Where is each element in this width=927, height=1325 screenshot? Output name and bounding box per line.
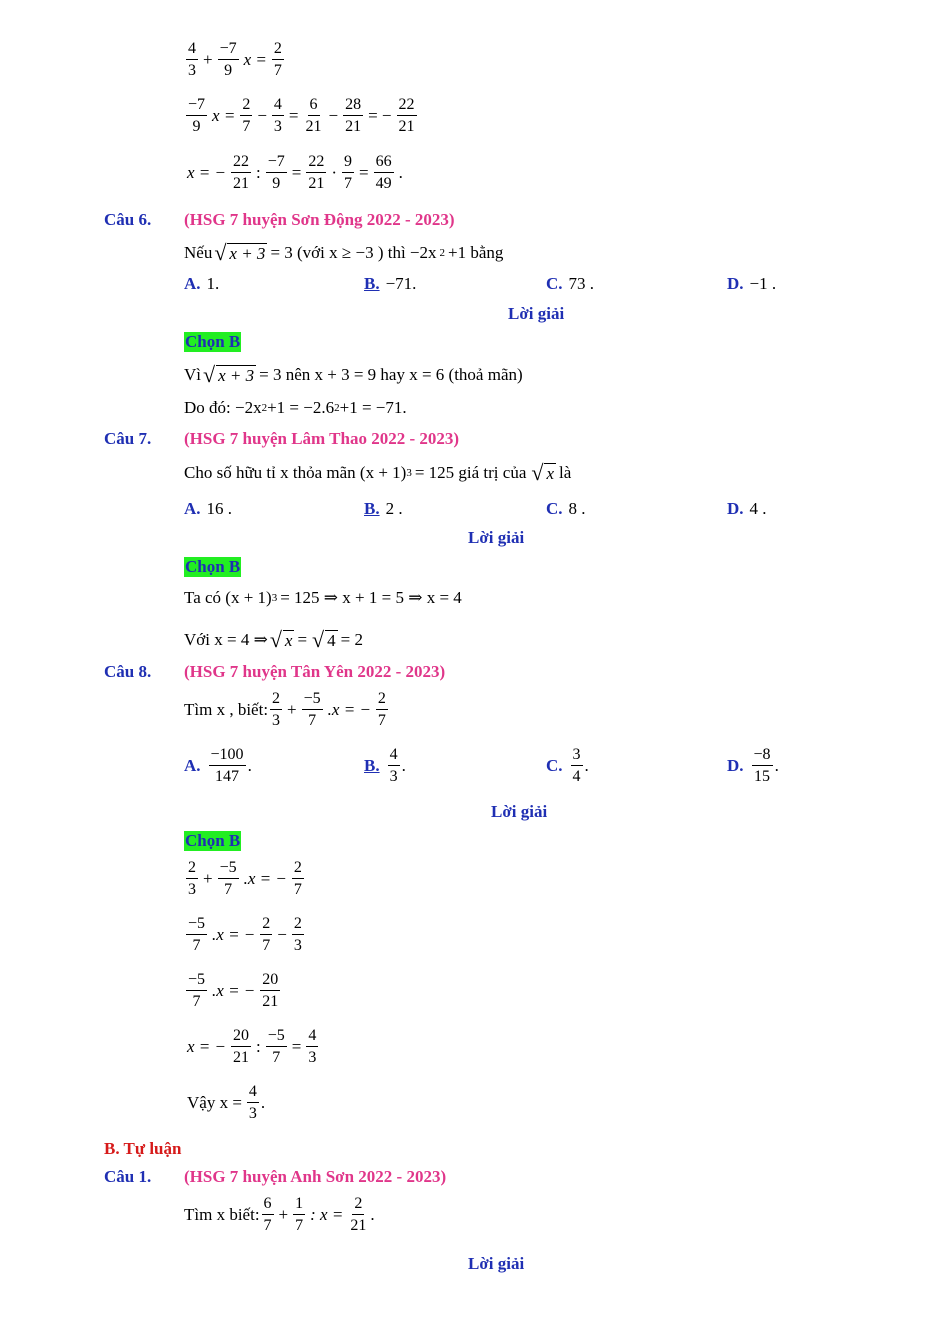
q6-option-b[interactable]: B. −71.	[364, 274, 417, 293]
q7-sol-2: Với x = 4 ⇒ √ x = √ 4 = 2	[184, 627, 363, 652]
q6-stem: Nếu √ x + 3 = 3 (với x ≥ −3 ) thì −2x 2 +1 bằng	[184, 240, 504, 265]
q8-chon: Chọn B	[185, 831, 241, 850]
q8-source: (HSG 7 huyện Tân Yên 2022 - 2023)	[184, 662, 446, 681]
q8-option-d[interactable]: D. $\frac{-8}{15}$ .	[727, 746, 779, 786]
q7-option-b[interactable]: B. 2 .	[364, 499, 403, 518]
q7-loigiai: Lời giải	[468, 528, 525, 547]
q6-option-a[interactable]: A. 1.	[184, 274, 220, 293]
q6-sol-2: Do đó: −2x 2 +1 = −2.6 2 +1 = −71.	[184, 398, 407, 417]
q7-chon: Chọn B	[185, 557, 241, 576]
q6-chon: Chọn B	[185, 332, 241, 351]
q6-label: Câu 6.	[104, 210, 152, 229]
b-q1-stem: Tìm x biết: $\frac{6}{7}$ + $\frac{1}{7}$ : x = $\frac{2}{21}$ .	[184, 1195, 375, 1235]
top-eq-1: $\frac{4}{3}$ + $\frac{-7}{9}$ x = $\frac{2}{7}$	[188, 40, 282, 80]
q6-source: (HSG 7 huyện Sơn Động 2022 - 2023)	[184, 210, 455, 229]
b-q1-source: (HSG 7 huyện Anh Sơn 2022 - 2023)	[184, 1167, 447, 1186]
q7-option-c[interactable]: C. 8 .	[546, 499, 586, 518]
q7-sol-1: Ta có (x + 1) 3 = 125 ⇒ x + 1 = 5 ⇒ x = 4	[184, 588, 462, 607]
b-q1-loigiai: Lời giải	[468, 1254, 525, 1273]
q7-option-a[interactable]: A. 16 .	[184, 499, 233, 518]
top-eq-2: $\frac{-7}{9}$ x = $\frac{2}{7}$ − $\frac{4}{3}$ = $\frac{6}{21}$ − $\frac{28}{21}$ = − $\frac{22}{21}$	[188, 96, 415, 136]
q8-label: Câu 8.	[104, 662, 152, 681]
q8-sol-3: $\frac{-5}{7}$ .x = − $\frac{20}{21}$	[188, 971, 279, 1011]
q7-option-d[interactable]: D. 4 .	[727, 499, 767, 518]
q6-loigiai: Lời giải	[508, 304, 565, 323]
q8-option-b[interactable]: B. $\frac{4}{3}$ .	[364, 746, 406, 786]
q8-sol-4: x = − $\frac{20}{21}$ : $\frac{-5}{7}$ = $\frac{4}{3}$	[187, 1027, 317, 1067]
q6-option-c[interactable]: C. 73 .	[546, 274, 595, 293]
q8-sol-2: $\frac{-5}{7}$ .x = − $\frac{2}{7}$ − $\frac{2}{3}$	[188, 915, 302, 955]
section-tu-luan: B. Tự luận	[104, 1139, 182, 1158]
b-q1-label: Câu 1.	[104, 1167, 152, 1186]
top-eq-3: x = − $\frac{22}{21}$ : $\frac{-7}{9}$ = $\frac{22}{21}$ · $\frac{9}{7}$ = $\frac{66}{49}$ .	[187, 153, 403, 193]
q8-stem: Tìm x , biết: $\frac{2}{3}$ + $\frac{-5}{7}$ .x = − $\frac{2}{7}$	[184, 690, 386, 730]
q8-option-a[interactable]: A. $\frac{-100}{147}$ .	[184, 746, 252, 786]
q8-sol-1: $\frac{2}{3}$ + $\frac{-5}{7}$ .x = − $\frac{2}{7}$	[188, 859, 302, 899]
q7-source: (HSG 7 huyện Lâm Thao 2022 - 2023)	[184, 429, 460, 448]
q7-stem: Cho số hữu tỉ x thỏa mãn (x + 1) 3 = 125 giá trị của √ x là	[184, 460, 572, 485]
q7-label: Câu 7.	[104, 429, 152, 448]
q8-conclusion: Vậy x = $\frac{4}{3}$ .	[187, 1083, 266, 1123]
q8-option-c[interactable]: C. $\frac{3}{4}$ .	[546, 746, 589, 786]
q6-option-d[interactable]: D. −1 .	[727, 274, 777, 293]
q6-sol-1: Vì √ x + 3 = 3 nên x + 3 = 9 hay x = 6 (thoả mãn)	[184, 362, 523, 387]
q8-loigiai: Lời giải	[491, 802, 548, 821]
